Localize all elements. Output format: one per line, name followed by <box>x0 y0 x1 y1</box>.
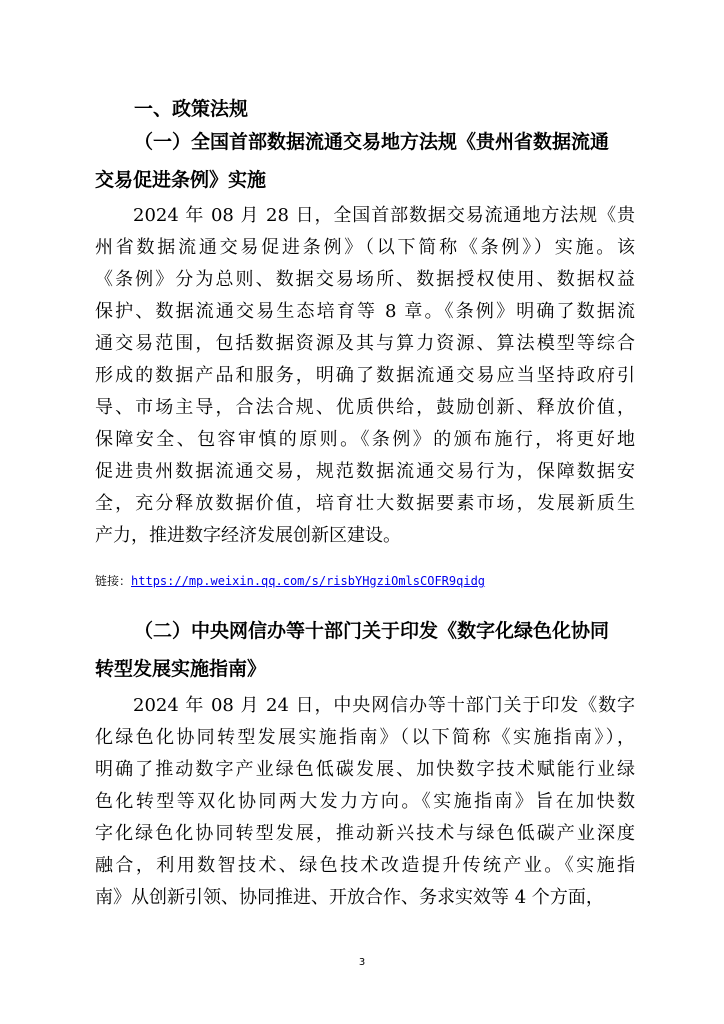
item-1-body <box>95 200 635 552</box>
item-1-heading-line: 交易促进条例》实施 <box>95 169 267 191</box>
item-2-heading-line: （二）中央网信办等十部门关于印发《数字化绿色化协同 <box>134 620 610 642</box>
body-line: 导、市场主导，合法合规、优质供给，鼓励创新、释放价值， <box>95 397 635 418</box>
body-line: 保障安全、包容审慎的原则。《条例》的颁布施行，将更好地 <box>95 429 635 450</box>
body-line: 全，充分释放数据价值，培育壮大数据要素市场，发展新质生 <box>95 493 635 514</box>
body-line: 色化转型等双化协同两大发力方向。《实施指南》旨在加快数 <box>95 791 635 812</box>
body-line: 字化绿色化协同转型发展，推动新兴技术与绿色低碳产业深度 <box>95 823 635 844</box>
body-line: 融合，利用数智技术、绿色技术改造提升传统产业。《实施指 <box>95 855 635 876</box>
body-line: 通交易范围，包括数据资源及其与算力资源、算法模型等综合 <box>95 333 635 354</box>
body-line: 州省数据流通交易促进条例》（以下简称《条例》）实施。该 <box>95 237 635 258</box>
item-2-heading <box>95 612 635 688</box>
body-line: 保护、数据流通交易生态培育等 8 章。《条例》明确了数据流 <box>95 301 635 322</box>
body-line: 南》从创新引领、协同推进、开放合作、务求实效等 4 个方面， <box>95 887 604 908</box>
source-link[interactable]: https://mp.weixin.qq.com/s/risbYHgziOmlsCOFR9qidg <box>131 574 486 588</box>
link-label: 链接： <box>95 574 132 588</box>
body-line: 化绿色化协同转型发展实施指南》（以下简称《实施指南》）， <box>95 727 635 748</box>
body-line: 2024 年 08 月 28 日，全国首部数据交易流通地方法规《贵 <box>133 205 635 226</box>
body-line: 产力，推进数字经济发展创新区建设。 <box>95 525 401 546</box>
source-link-row <box>95 572 485 590</box>
body-line: 《条例》分为总则、数据交易场所、数据授权使用、数据权益 <box>95 269 635 290</box>
item-2-heading-line: 转型发展实施指南》 <box>95 658 267 680</box>
page-number: 3 <box>358 957 366 968</box>
item-1-heading-line: （一）全国首部数据流通交易地方法规《贵州省数据流通 <box>134 131 610 153</box>
section-heading: 一、政策法规 <box>134 98 249 120</box>
body-line: 2024 年 08 月 24 日，中央网信办等十部门关于印发《数字 <box>133 695 635 716</box>
item-2-body <box>95 690 635 914</box>
body-line: 形成的数据产品和服务，明确了数据流通交易应当坚持政府引 <box>95 365 635 386</box>
body-line: 促进贵州数据流通交易，规范数据流通交易行为，保障数据安 <box>95 461 635 482</box>
item-1-heading <box>95 123 635 199</box>
body-line: 明确了推动数字产业绿色低碳发展、加快数字技术赋能行业绿 <box>95 759 635 780</box>
